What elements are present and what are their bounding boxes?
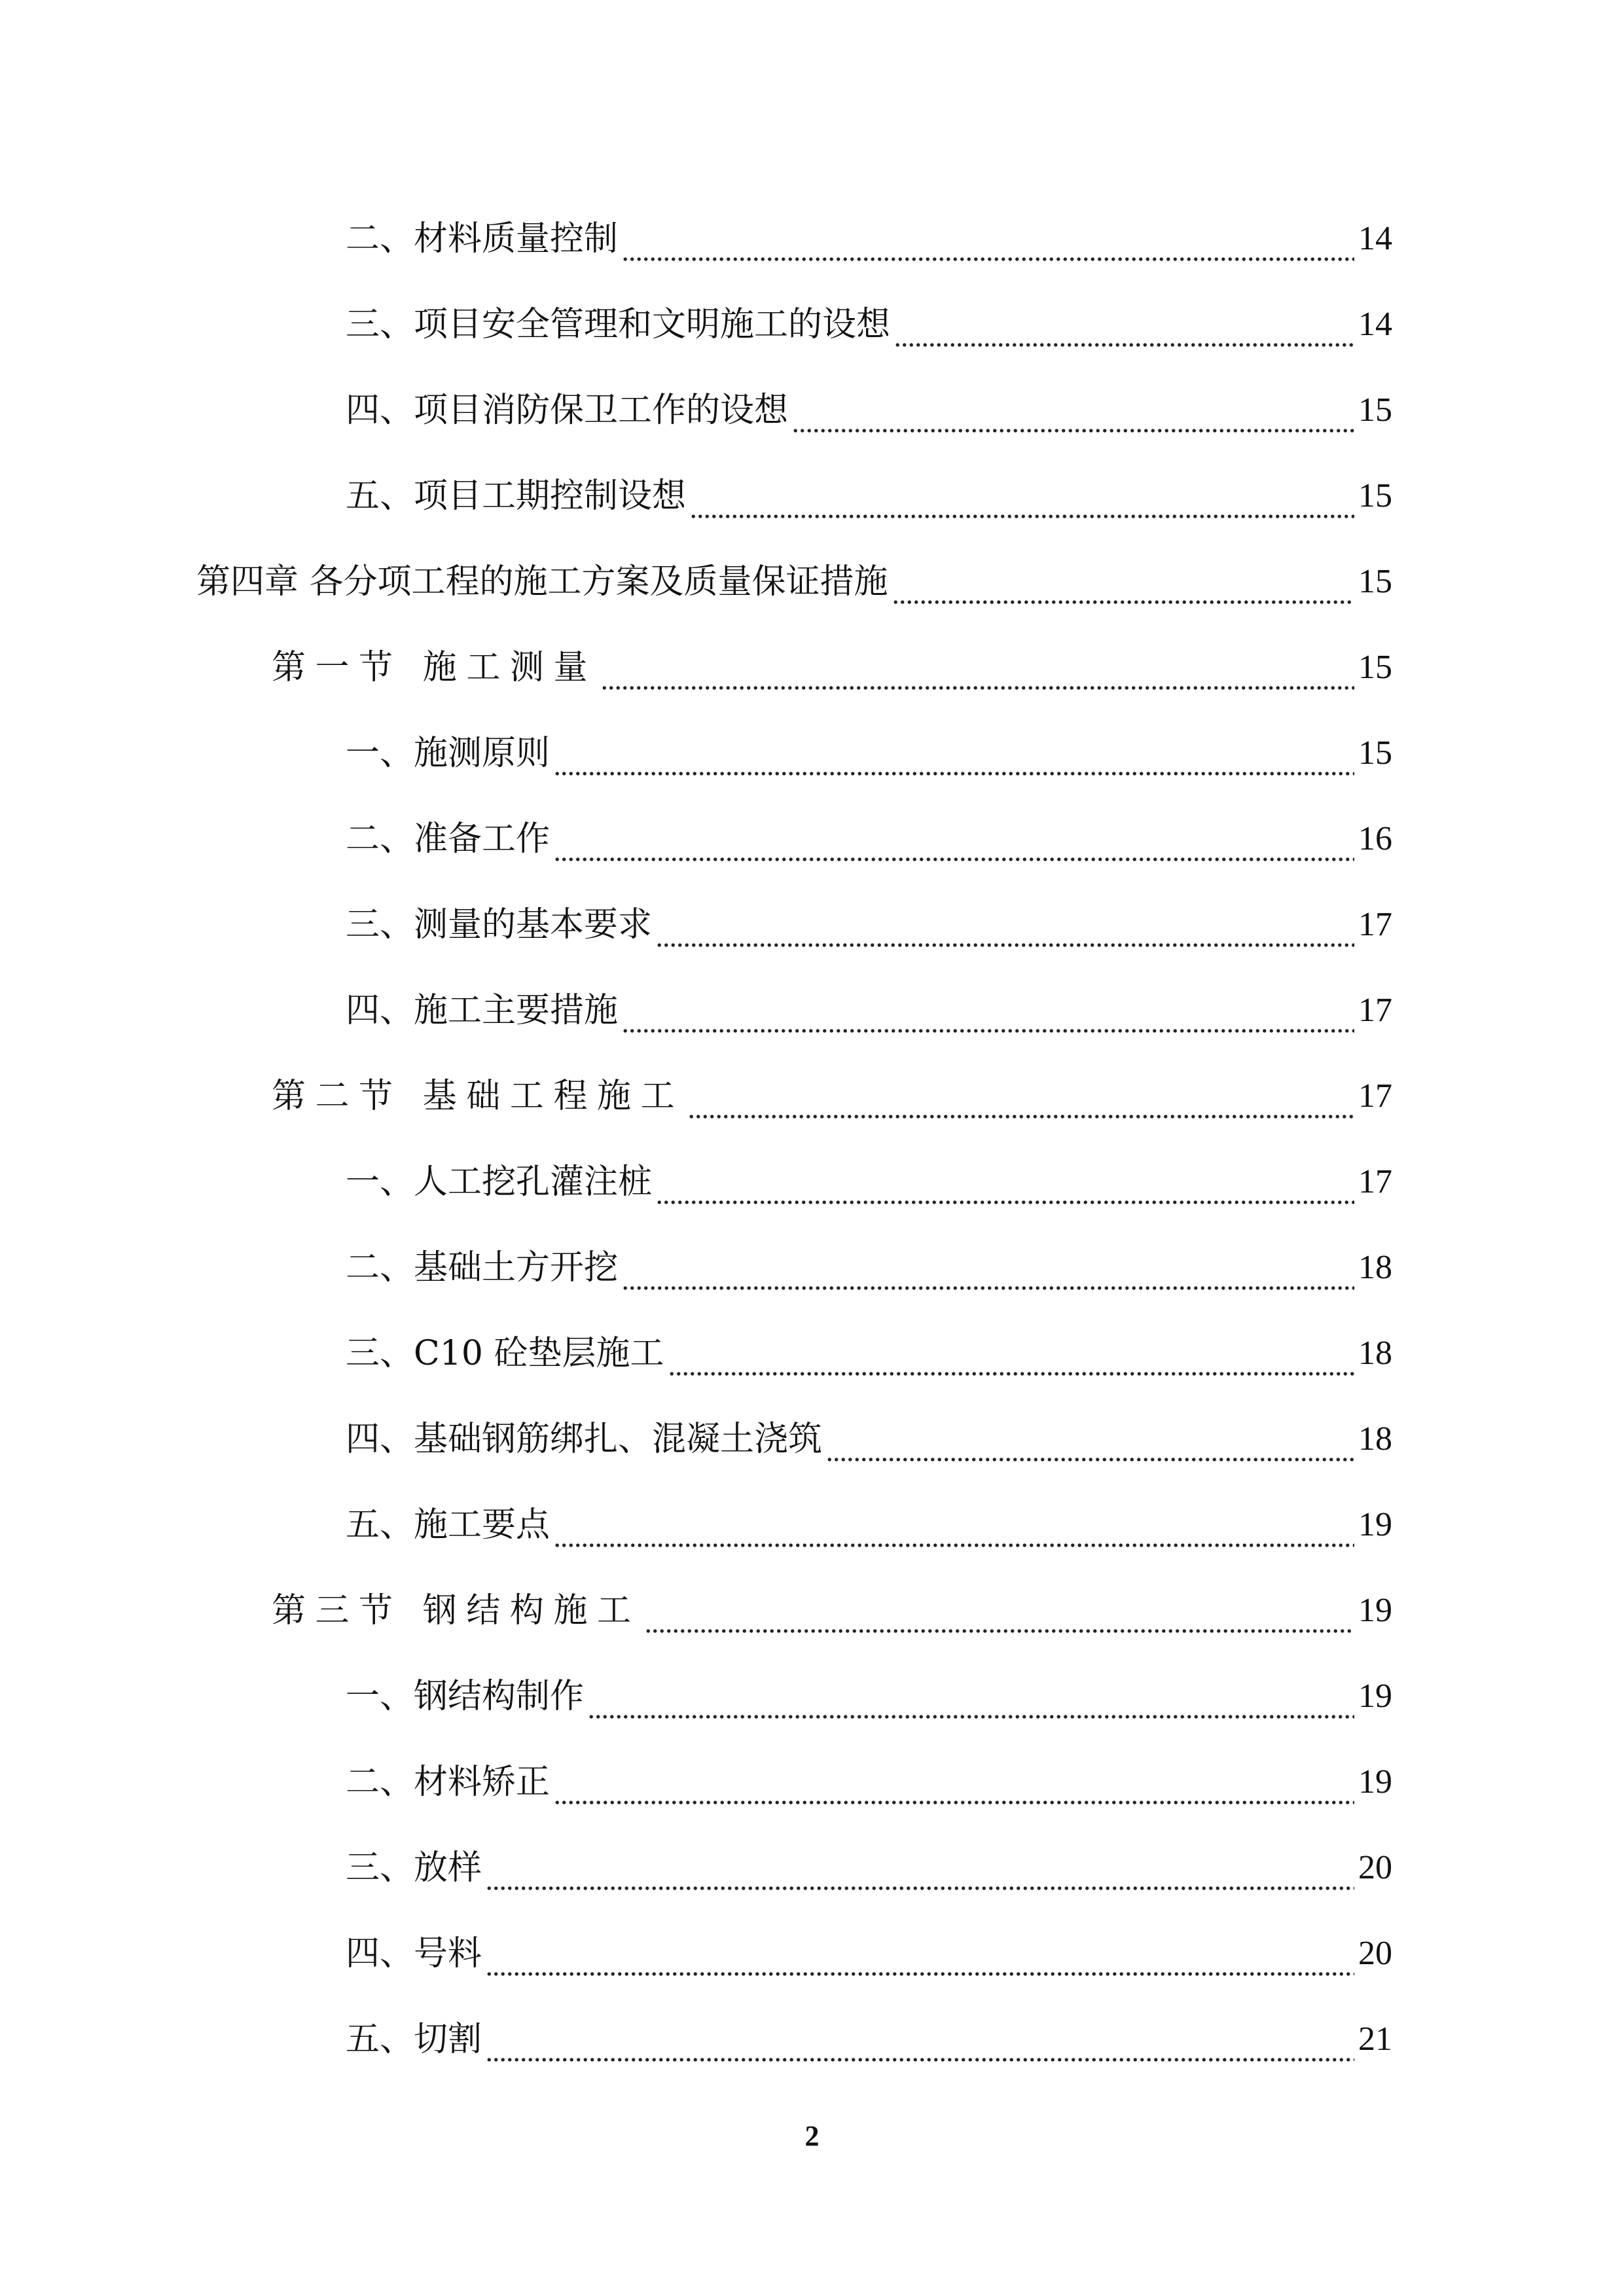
toc-entry-label: 第三节 钢结构施工 [272, 1591, 641, 1630]
toc-section-entry[interactable] [272, 1581, 1392, 1640]
toc-entry[interactable] [346, 1496, 1392, 1554]
toc-entry-page: 20 [1358, 1935, 1392, 1972]
toc-leader-dots [894, 295, 1354, 354]
toc-entry[interactable] [346, 1153, 1392, 1211]
toc-entry-page: 20 [1358, 1849, 1392, 1886]
toc-entry-label: 三、项目安全管理和文明施工的设想 [346, 305, 891, 344]
toc-entry-label: 三、C10 砼垫层施工 [346, 1334, 664, 1373]
toc-entry-page: 17 [1358, 1163, 1392, 1200]
toc-entry[interactable] [346, 1410, 1392, 1469]
toc-leader-dots [645, 1581, 1354, 1640]
toc-entry-label: 第一节 施工测量 [272, 648, 598, 687]
toc-entry-label: 第二节 基础工程施工 [272, 1077, 685, 1116]
toc-entry-page: 15 [1358, 649, 1392, 686]
toc-entry-page: 15 [1358, 391, 1392, 429]
toc-entry-label: 第四章 各分项工程的施工方案及质量保证措施 [196, 562, 888, 601]
toc-entry[interactable] [346, 2010, 1392, 2069]
toc-entry-label: 四、项目消防保卫工作的设想 [346, 391, 789, 430]
toc-entry[interactable] [346, 981, 1392, 1040]
toc-entry-page: 19 [1358, 1506, 1392, 1543]
toc-entry-page: 18 [1358, 1420, 1392, 1458]
toc-leader-dots [622, 209, 1354, 268]
toc-entry-page: 18 [1358, 1249, 1392, 1286]
toc-entry[interactable] [346, 209, 1392, 268]
toc-leader-dots [690, 467, 1354, 526]
toc-leader-dots [486, 1924, 1354, 1983]
toc-section-entry[interactable] [272, 638, 1392, 697]
toc-entry[interactable] [346, 895, 1392, 954]
toc-entry-page: 19 [1358, 1592, 1392, 1629]
toc-entry-label: 五、项目工期控制设想 [346, 476, 687, 516]
toc-entry[interactable] [346, 810, 1392, 869]
toc-entry-page: 15 [1358, 563, 1392, 600]
toc-leader-dots [601, 638, 1354, 697]
toc-entry-page: 21 [1358, 2020, 1392, 2058]
toc-entry-label: 五、施工要点 [346, 1505, 550, 1545]
toc-entry-page: 17 [1358, 1077, 1392, 1115]
toc-leader-dots [892, 552, 1354, 611]
toc-leader-dots [622, 1238, 1354, 1297]
toc-entry-page: 19 [1358, 1677, 1392, 1715]
toc-entry-label: 一、钢结构制作 [346, 1677, 585, 1716]
toc-entry[interactable] [346, 724, 1392, 783]
toc-leader-dots [656, 1153, 1354, 1211]
toc-entry-label: 二、材料矫正 [346, 1763, 550, 1802]
toc-leader-dots [554, 1496, 1354, 1554]
toc-entry-page: 17 [1358, 992, 1392, 1029]
toc-entry[interactable] [346, 1753, 1392, 1812]
toc-entry-label: 三、放样 [346, 1848, 482, 1888]
toc-entry[interactable] [346, 467, 1392, 526]
toc-leader-dots [688, 1067, 1354, 1126]
toc-leader-dots [554, 724, 1354, 783]
toc-leader-dots [486, 2010, 1354, 2069]
toc-leader-dots [554, 1753, 1354, 1812]
toc-entry-page: 17 [1358, 906, 1392, 943]
toc-entry-label: 二、准备工作 [346, 819, 550, 859]
toc-entry-page: 19 [1358, 1763, 1392, 1801]
toc-entry[interactable] [346, 1839, 1392, 1897]
toc-leader-dots [622, 981, 1354, 1040]
toc-entry[interactable] [346, 1324, 1392, 1383]
toc-entry-page: 18 [1358, 1335, 1392, 1372]
toc-entry-label: 四、基础钢筋绑扎、混凝土浇筑 [346, 1420, 823, 1459]
toc-entry-label: 四、号料 [346, 1934, 482, 1973]
toc-entry[interactable] [346, 295, 1392, 354]
toc-leader-dots [668, 1324, 1355, 1383]
toc-entry-page: 15 [1358, 734, 1392, 772]
toc-entry-label: 四、施工主要措施 [346, 991, 619, 1030]
toc-entry-page: 14 [1358, 306, 1392, 343]
toc-entry-label: 三、测量的基本要求 [346, 905, 653, 944]
toc-leader-dots [486, 1839, 1354, 1897]
toc-section-entry[interactable] [272, 1067, 1392, 1126]
toc-chapter-entry[interactable] [196, 552, 1392, 611]
toc-entry-label: 二、基础土方开挖 [346, 1248, 619, 1287]
toc-entry[interactable] [346, 1238, 1392, 1297]
toc-entry-label: 五、切割 [346, 2020, 482, 2059]
toc-leader-dots [588, 1667, 1354, 1726]
toc-entry-page: 16 [1358, 820, 1392, 857]
toc-entry-label: 一、人工挖孔灌注桩 [346, 1162, 653, 1202]
toc-leader-dots [792, 381, 1354, 440]
toc-entry[interactable] [346, 1924, 1392, 1983]
toc-entry-page: 15 [1358, 477, 1392, 514]
page-number: 2 [804, 2120, 820, 2152]
toc-leader-dots [554, 810, 1354, 869]
toc-entry[interactable] [346, 1667, 1392, 1726]
toc-entry-page: 14 [1358, 220, 1392, 257]
toc-entry-label: 二、材料质量控制 [346, 219, 619, 259]
toc-leader-dots [656, 895, 1354, 954]
toc-entry[interactable] [346, 381, 1392, 440]
toc-leader-dots [826, 1410, 1354, 1469]
toc-entry-label: 一、施测原则 [346, 734, 550, 773]
